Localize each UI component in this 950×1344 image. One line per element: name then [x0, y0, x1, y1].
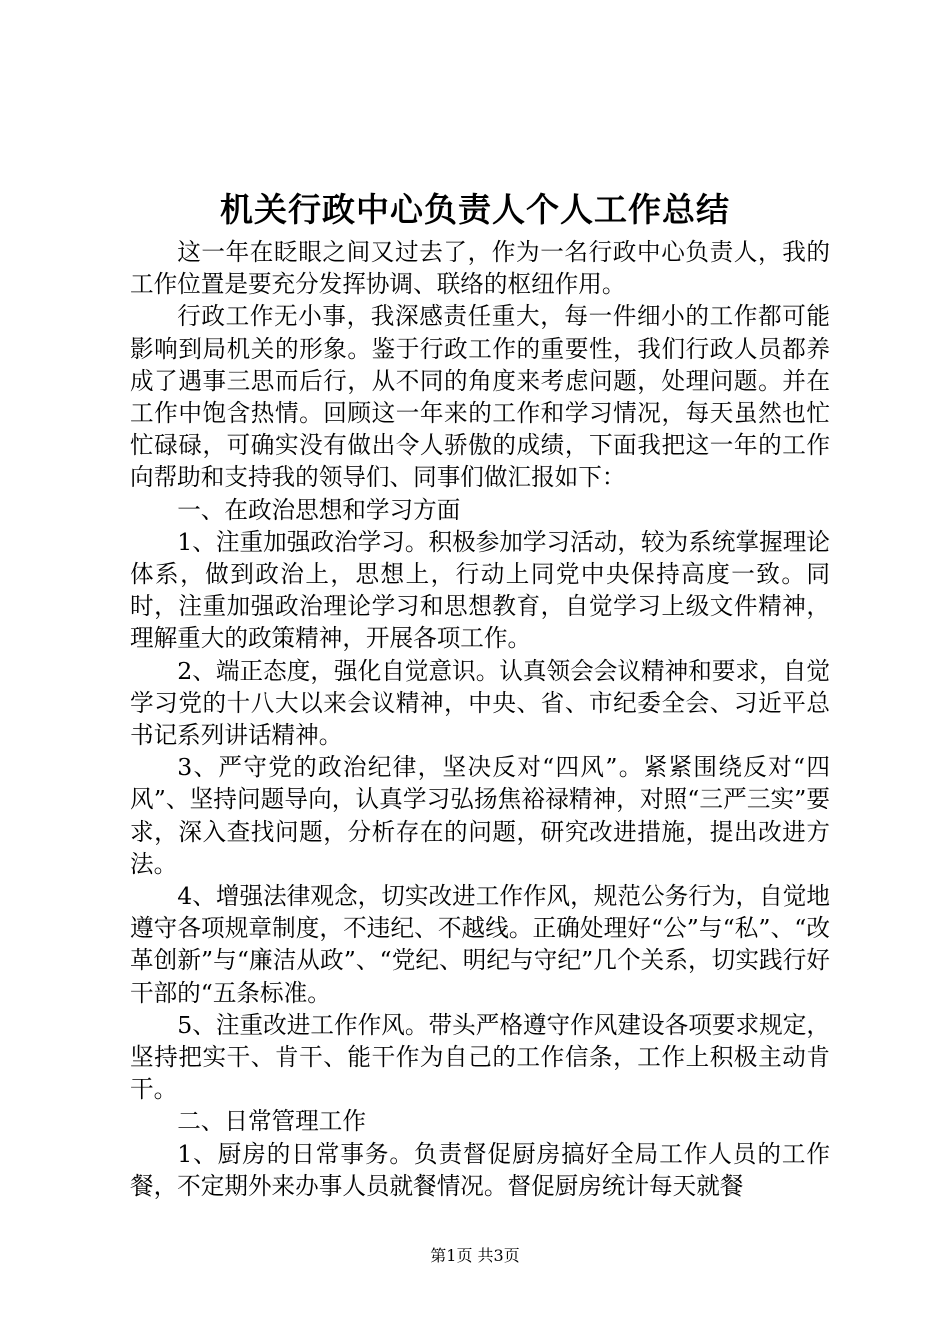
paragraph-item-5: 5、注重改进工作作风。带头严格遵守作风建设各项要求规定，坚持把实干、肯干、能干作为自己的工作信条，工作上积极主动肯干。	[130, 1010, 830, 1104]
paragraph-item-3: 3、严守党的政治纪律，坚决反对“四风”。紧紧围绕反对“四风”、坚持问题导向，认真学习弘扬焦裕禄精神，对照“三严三实”要求，深入查找问题，分析存在的问题，研究改进措施，提出改进方法。	[130, 753, 830, 878]
paragraph-item-4: 4、增强法律观念，切实改进工作作风，规范公务行为，自觉地遵守各项规章制度，不违纪、不越线。正确处理好“公”与“私”、“改革创新”与“廉洁从政”、“党纪、明纪与守纪”几个关系，切实践行好干部的“五条标准。	[130, 882, 830, 1007]
paragraph-overview: 行政工作无小事，我深感责任重大，每一件细小的工作都可能影响到局机关的形象。鉴于行政工作的重要性，我们行政人员都养成了遇事三思而后行，从不同的角度来考虑问题，处理问题。并在工作中饱含热情。回顾这一年来的工作和学习情况，每天虽然也忙忙碌碌，可确实没有做出令人骄傲的成绩，下面我把这一年的工作向帮助和支持我的领导们、同事们做汇报如下：	[130, 302, 830, 492]
paragraph-item-2: 2、端正态度，强化自觉意识。认真领会会议精神和要求，自觉学习党的十八大以来会议精神，中央、省、市纪委全会、习近平总书记系列讲话精神。	[130, 656, 830, 750]
page-number-footer: 第1页 共3页	[430, 1246, 520, 1265]
document-body	[130, 236, 830, 1202]
paragraph-intro: 这一年在眨眼之间又过去了，作为一名行政中心负责人，我的工作位置是要充分发挥协调、联络的枢纽作用。	[130, 238, 830, 299]
paragraph-kitchen: 1、厨房的日常事务。负责督促厨房搞好全局工作人员的工作餐，不定期外来办事人员就餐情况。督促厨房统计每天就餐	[130, 1139, 830, 1200]
section-heading-management: 二、日常管理工作	[177, 1107, 366, 1136]
paragraph-item-1: 1、注重加强政治学习。积极参加学习活动，较为系统掌握理论体系，做到政治上，思想上，行动上同党中央保持高度一致。同时，注重加强政治理论学习和思想教育，自觉学习上级文件精神，理解重大的政策精神，开展各项工作。	[130, 527, 830, 653]
section-heading-politics: 一、在政治思想和学习方面	[177, 495, 461, 524]
document-title: 机关行政中心负责人个人工作总结	[220, 190, 730, 229]
